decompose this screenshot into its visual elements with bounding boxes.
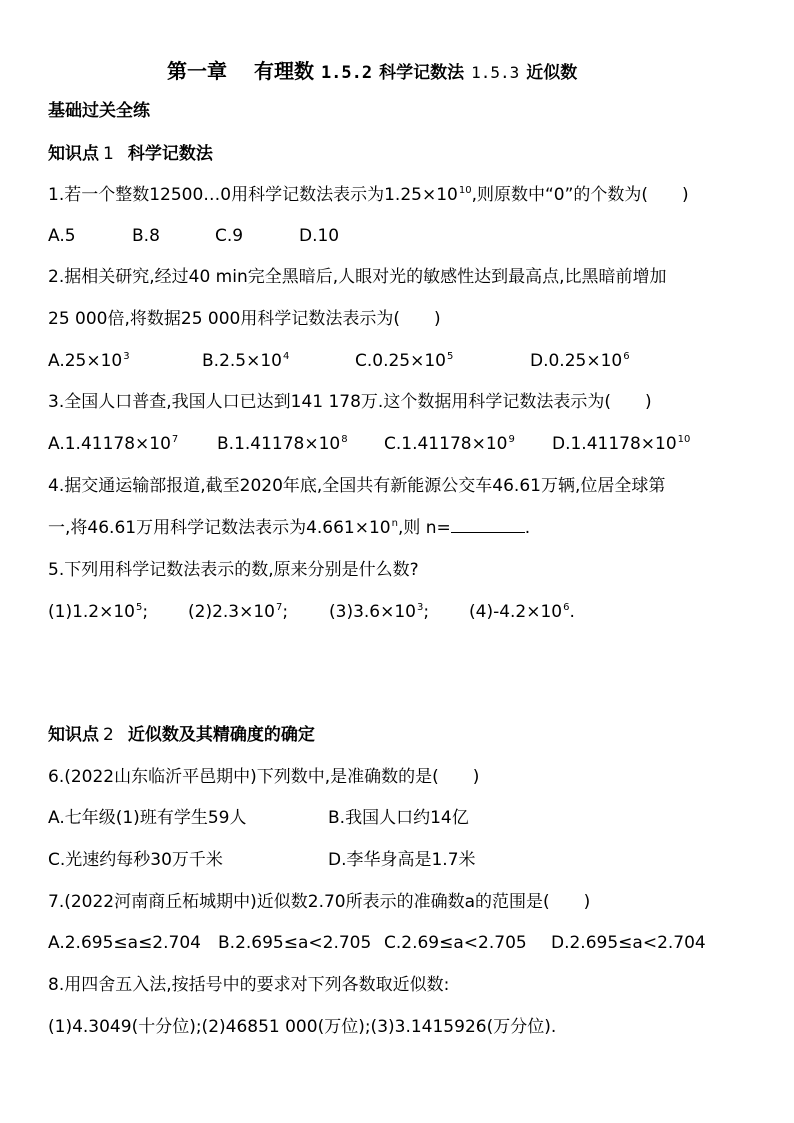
title-section-num-1: 1.5.2: [320, 63, 373, 83]
q2-option-a-base: A.25×10: [48, 351, 123, 371]
q2-option-b: [202, 350, 289, 372]
q2-option-b-exp: 4: [282, 351, 290, 362]
title-section-name-1: 科学记数法: [379, 63, 465, 83]
question-2-line-1: 2.据相关研究,经过40 min完全黑暗后,人眼对光的敏感性达到最高点,比黑暗前增加: [48, 267, 667, 287]
q2-option-d-base: D.0.25×10: [530, 351, 623, 371]
q3-option-b: [217, 433, 348, 455]
question-4-line-2: [48, 517, 530, 539]
question-4-line-1: 4.据交通运输部报道,截至2020年底,全国共有新能源公交车46.61万辆,位居全球第: [48, 476, 666, 496]
q5-item-1: [48, 601, 148, 623]
q3-option-c: [384, 433, 515, 455]
kp2-num: 2: [103, 725, 114, 745]
q5-item-4-base: (4)-4.2×10: [469, 602, 563, 622]
knowledge-point-1-heading: [48, 143, 213, 165]
question-5: 5.下列用科学记数法表示的数,原来分别是什么数?: [48, 560, 419, 580]
knowledge-point-2-heading: [48, 724, 315, 746]
title-section-name-2: 近似数: [526, 63, 578, 83]
kp2-title: 近似数及其精确度的确定: [127, 725, 315, 745]
q5-item-3-base: (3)3.6×10: [329, 602, 416, 622]
q5-item-4-exp: 6: [563, 602, 570, 613]
q5-item-3: [329, 601, 429, 623]
q4-text-b: ,则 n=: [397, 518, 451, 538]
q1-text-b: ,则原数中“0”的个数为( ): [471, 185, 689, 205]
q2-option-b-base: B.2.5×10: [202, 351, 282, 371]
q1-option-b: B.8: [132, 226, 160, 246]
q3-option-d-base: D.1.41178×10: [552, 434, 677, 454]
q3-option-c-base: C.1.41178×10: [384, 434, 508, 454]
q5-item-1-base: (1)1.2×10: [48, 602, 135, 622]
q3-option-b-exp: 8: [341, 434, 348, 445]
page-title: [167, 60, 577, 84]
q5-item-2-tail: ;: [282, 602, 289, 622]
question-2-line-2: 25 000倍,将数据25 000用科学记数法表示为( ): [48, 309, 441, 329]
q4-text-a: 一,将46.61万用科学记数法表示为4.661×10: [48, 518, 391, 538]
q5-item-4-tail: .: [569, 602, 575, 622]
kp1-num: 1: [103, 144, 114, 164]
q7-option-c: C.2.69≤a<2.705: [384, 933, 527, 953]
q3-option-a: [48, 433, 178, 455]
q3-option-d-exp: 10: [677, 434, 691, 445]
q6-option-b: B.我国人口约14亿: [328, 808, 469, 828]
q4-answer-blank[interactable]: [451, 518, 525, 533]
q5-item-1-exp: 5: [136, 602, 143, 613]
q5-item-3-exp: 3: [417, 602, 424, 613]
q3-option-b-base: B.1.41178×10: [217, 434, 341, 454]
kp1-label: 知识点: [48, 144, 99, 164]
q2-option-c: [355, 350, 453, 372]
kp1-title: 科学记数法: [127, 144, 213, 164]
section-label: 基础过关全练: [48, 101, 150, 121]
q3-option-a-exp: 7: [171, 434, 179, 445]
q5-item-3-tail: ;: [423, 602, 430, 622]
q1-option-a: A.5: [48, 226, 76, 246]
q1-option-c: C.9: [215, 226, 244, 246]
kp2-label: 知识点: [48, 725, 99, 745]
q6-option-a: A.七年级(1)班有学生59人: [48, 808, 247, 828]
q2-option-a: [48, 350, 130, 372]
question-8-line-2: (1)4.3049(十分位);(2)46851 000(万位);(3)3.1415926(万分位).: [48, 1017, 557, 1037]
q1-option-d: D.10: [299, 226, 340, 246]
q5-item-4: [469, 601, 575, 623]
title-chapter: 第一章 有理数: [167, 59, 314, 83]
q5-item-2-exp: 7: [276, 602, 283, 613]
q5-item-2: [188, 601, 288, 623]
q2-option-c-base: C.0.25×10: [355, 351, 447, 371]
question-7: 7.(2022河南商丘柘城期中)近似数2.70所表示的准确数a的范围是( ): [48, 892, 591, 912]
q6-option-d: D.李华身高是1.7米: [328, 850, 476, 870]
q4-text-c: .: [524, 518, 531, 538]
question-6: 6.(2022山东临沂平邑期中)下列数中,是准确数的是( ): [48, 767, 480, 787]
q3-option-c-exp: 9: [508, 434, 515, 445]
q1-text-a: 1.若一个整数12500…0用科学记数法表示为1.25×10: [48, 185, 458, 205]
q3-option-d: [552, 433, 690, 455]
q5-item-2-base: (2)2.3×10: [188, 602, 275, 622]
q2-option-c-exp: 5: [447, 351, 454, 362]
q4-exponent: n: [391, 518, 398, 529]
q5-item-1-tail: ;: [142, 602, 149, 622]
q3-option-a-base: A.1.41178×10: [48, 434, 171, 454]
question-8-line-1: 8.用四舍五入法,按括号中的要求对下列各数取近似数:: [48, 975, 450, 995]
q7-option-b: B.2.695≤a<2.705: [218, 933, 372, 953]
title-section-num-2: 1.5.3: [471, 63, 520, 82]
q2-option-a-exp: 3: [123, 351, 130, 362]
q2-option-d: [530, 350, 630, 372]
q2-option-d-exp: 6: [623, 351, 630, 362]
question-1: [48, 184, 689, 206]
q7-option-a: A.2.695≤a≤2.704: [48, 933, 201, 953]
q7-option-d: D.2.695≤a<2.704: [551, 933, 706, 953]
q6-option-c: C.光速约每秒30万千米: [48, 850, 223, 870]
question-3: 3.全国人口普查,我国人口已达到141 178万.这个数据用科学记数法表示为( ): [48, 392, 652, 412]
q1-exponent: 10: [458, 185, 472, 196]
